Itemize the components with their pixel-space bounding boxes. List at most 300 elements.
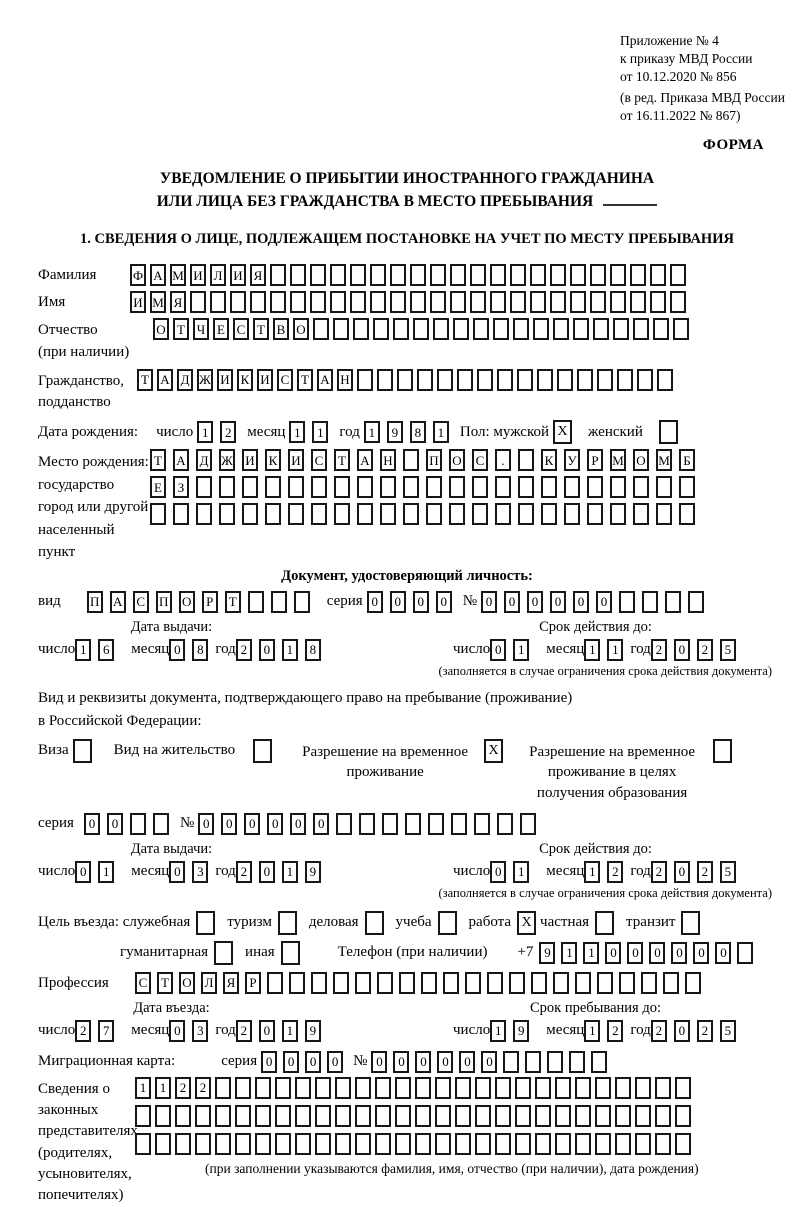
char-cell[interactable] — [570, 264, 586, 286]
char-cell[interactable] — [550, 264, 566, 286]
char-cell[interactable] — [650, 291, 666, 313]
char-cell[interactable] — [553, 972, 569, 994]
char-cell[interactable]: 0 — [627, 942, 643, 964]
char-cell[interactable]: М — [656, 449, 672, 471]
char-cell[interactable] — [242, 476, 258, 498]
char-cell[interactable]: 0 — [367, 591, 383, 613]
char-cell[interactable] — [510, 264, 526, 286]
char-cell[interactable]: 0 — [674, 1020, 690, 1042]
char-cell[interactable] — [575, 972, 591, 994]
char-cell[interactable] — [564, 476, 580, 498]
char-cell[interactable] — [248, 591, 264, 613]
char-cell[interactable]: Р — [587, 449, 603, 471]
char-cell[interactable] — [673, 318, 689, 340]
char-cell[interactable]: 2 — [697, 639, 713, 661]
char-cell[interactable]: 2 — [175, 1077, 191, 1099]
char-cell[interactable] — [210, 291, 226, 313]
char-cell[interactable] — [490, 264, 506, 286]
char-cell[interactable] — [531, 972, 547, 994]
char-cell[interactable] — [635, 1133, 651, 1155]
char-cell[interactable]: Н — [380, 449, 396, 471]
char-cell[interactable]: Т — [334, 449, 350, 471]
char-cell[interactable]: Я — [250, 264, 266, 286]
char-cell[interactable] — [310, 291, 326, 313]
char-cell[interactable] — [219, 503, 235, 525]
char-cell[interactable]: 0 — [490, 861, 506, 883]
char-cell[interactable]: К — [237, 369, 253, 391]
char-cell[interactable] — [675, 1105, 691, 1127]
char-cell[interactable]: 0 — [390, 591, 406, 613]
char-cell[interactable]: 1 — [98, 861, 114, 883]
char-cell[interactable] — [570, 291, 586, 313]
char-cell[interactable]: Л — [210, 264, 226, 286]
char-cell[interactable] — [435, 1133, 451, 1155]
char-cell[interactable] — [619, 972, 635, 994]
char-cell[interactable] — [390, 291, 406, 313]
char-cell[interactable]: О — [633, 449, 649, 471]
char-cell[interactable] — [295, 1133, 311, 1155]
char-cell[interactable] — [410, 264, 426, 286]
char-cell[interactable]: 2 — [236, 861, 252, 883]
char-cell[interactable]: И — [242, 449, 258, 471]
char-cell[interactable] — [587, 476, 603, 498]
char-cell[interactable] — [380, 476, 396, 498]
char-cell[interactable] — [557, 369, 573, 391]
char-cell[interactable] — [465, 972, 481, 994]
char-cell[interactable] — [235, 1105, 251, 1127]
char-cell[interactable]: 1 — [289, 421, 305, 443]
char-cell[interactable] — [675, 1077, 691, 1099]
char-cell[interactable] — [355, 1105, 371, 1127]
char-cell[interactable] — [665, 591, 681, 613]
char-cell[interactable] — [449, 503, 465, 525]
char-cell[interactable] — [675, 1133, 691, 1155]
char-cell[interactable]: Е — [150, 476, 166, 498]
char-cell[interactable]: 0 — [169, 639, 185, 661]
char-cell[interactable] — [350, 291, 366, 313]
char-cell[interactable] — [455, 1105, 471, 1127]
char-cell[interactable] — [670, 291, 686, 313]
char-cell[interactable] — [403, 503, 419, 525]
char-cell[interactable] — [359, 813, 375, 835]
char-cell[interactable] — [417, 369, 433, 391]
checkbox-humanitarian[interactable] — [214, 941, 233, 965]
char-cell[interactable]: 2 — [607, 1020, 623, 1042]
char-cell[interactable] — [641, 972, 657, 994]
char-cell[interactable] — [334, 503, 350, 525]
char-cell[interactable] — [267, 972, 283, 994]
char-cell[interactable]: 1 — [197, 421, 213, 443]
char-cell[interactable] — [215, 1077, 231, 1099]
char-cell[interactable]: О — [449, 449, 465, 471]
char-cell[interactable] — [553, 318, 569, 340]
char-cell[interactable] — [509, 972, 525, 994]
char-cell[interactable] — [495, 1105, 511, 1127]
char-cell[interactable] — [487, 972, 503, 994]
char-cell[interactable] — [219, 476, 235, 498]
char-cell[interactable]: 8 — [410, 421, 426, 443]
char-cell[interactable] — [426, 503, 442, 525]
char-cell[interactable]: И — [217, 369, 233, 391]
char-cell[interactable] — [395, 1133, 411, 1155]
char-cell[interactable] — [455, 1077, 471, 1099]
char-cell[interactable] — [335, 1105, 351, 1127]
char-cell[interactable] — [453, 318, 469, 340]
char-cell[interactable]: Ж — [219, 449, 235, 471]
char-cell[interactable]: 0 — [244, 813, 260, 835]
char-cell[interactable] — [313, 318, 329, 340]
char-cell[interactable] — [395, 1077, 411, 1099]
char-cell[interactable]: М — [150, 291, 166, 313]
char-cell[interactable] — [426, 476, 442, 498]
char-cell[interactable] — [288, 503, 304, 525]
char-cell[interactable] — [353, 318, 369, 340]
checkbox-study[interactable] — [438, 911, 457, 935]
char-cell[interactable] — [290, 264, 306, 286]
char-cell[interactable] — [336, 813, 352, 835]
char-cell[interactable] — [405, 813, 421, 835]
char-cell[interactable]: 1 — [561, 942, 577, 964]
char-cell[interactable]: 0 — [490, 639, 506, 661]
char-cell[interactable] — [175, 1133, 191, 1155]
char-cell[interactable]: 1 — [607, 639, 623, 661]
char-cell[interactable] — [315, 1105, 331, 1127]
char-cell[interactable]: 2 — [220, 421, 236, 443]
checkbox-residence-permit[interactable] — [253, 739, 272, 763]
char-cell[interactable] — [517, 369, 533, 391]
char-cell[interactable]: 0 — [305, 1051, 321, 1073]
char-cell[interactable] — [575, 1077, 591, 1099]
char-cell[interactable]: 1 — [433, 421, 449, 443]
char-cell[interactable]: О — [179, 591, 195, 613]
char-cell[interactable] — [655, 1133, 671, 1155]
char-cell[interactable] — [573, 318, 589, 340]
char-cell[interactable] — [597, 972, 613, 994]
char-cell[interactable] — [196, 476, 212, 498]
char-cell[interactable]: А — [110, 591, 126, 613]
char-cell[interactable]: 2 — [607, 861, 623, 883]
char-cell[interactable] — [530, 291, 546, 313]
char-cell[interactable]: 0 — [481, 591, 497, 613]
char-cell[interactable] — [610, 476, 626, 498]
char-cell[interactable] — [250, 291, 266, 313]
char-cell[interactable]: 2 — [236, 1020, 252, 1042]
char-cell[interactable] — [590, 291, 606, 313]
char-cell[interactable] — [130, 813, 146, 835]
char-cell[interactable]: 2 — [697, 1020, 713, 1042]
char-cell[interactable] — [610, 264, 626, 286]
char-cell[interactable]: 9 — [305, 1020, 321, 1042]
char-cell[interactable] — [295, 1077, 311, 1099]
char-cell[interactable] — [265, 476, 281, 498]
char-cell[interactable]: 0 — [459, 1051, 475, 1073]
char-cell[interactable] — [230, 291, 246, 313]
char-cell[interactable] — [615, 1133, 631, 1155]
char-cell[interactable] — [597, 369, 613, 391]
char-cell[interactable] — [290, 291, 306, 313]
char-cell[interactable]: 2 — [651, 639, 667, 661]
char-cell[interactable]: 1 — [513, 861, 529, 883]
char-cell[interactable] — [311, 503, 327, 525]
char-cell[interactable]: Д — [177, 369, 193, 391]
char-cell[interactable] — [493, 318, 509, 340]
char-cell[interactable]: С — [472, 449, 488, 471]
char-cell[interactable]: 0 — [573, 591, 589, 613]
char-cell[interactable] — [355, 1133, 371, 1155]
char-cell[interactable]: 1 — [282, 1020, 298, 1042]
char-cell[interactable]: 0 — [436, 591, 452, 613]
char-cell[interactable] — [490, 291, 506, 313]
char-cell[interactable]: Т — [157, 972, 173, 994]
char-cell[interactable]: Т — [173, 318, 189, 340]
char-cell[interactable]: Б — [679, 449, 695, 471]
char-cell[interactable] — [315, 1077, 331, 1099]
char-cell[interactable]: И — [130, 291, 146, 313]
char-cell[interactable]: А — [357, 449, 373, 471]
char-cell[interactable]: 1 — [364, 421, 380, 443]
char-cell[interactable] — [215, 1133, 231, 1155]
char-cell[interactable] — [357, 369, 373, 391]
char-cell[interactable] — [195, 1133, 211, 1155]
char-cell[interactable] — [655, 1077, 671, 1099]
char-cell[interactable]: К — [541, 449, 557, 471]
char-cell[interactable]: Р — [245, 972, 261, 994]
char-cell[interactable] — [577, 369, 593, 391]
char-cell[interactable]: С — [311, 449, 327, 471]
char-cell[interactable]: 0 — [693, 942, 709, 964]
char-cell[interactable] — [615, 1105, 631, 1127]
checkbox-temp-permit-edu[interactable] — [713, 739, 732, 763]
char-cell[interactable] — [555, 1077, 571, 1099]
char-cell[interactable]: Ж — [197, 369, 213, 391]
char-cell[interactable] — [590, 264, 606, 286]
char-cell[interactable] — [591, 1051, 607, 1073]
char-cell[interactable]: 1 — [75, 639, 91, 661]
char-cell[interactable] — [335, 1133, 351, 1155]
char-cell[interactable] — [135, 1105, 151, 1127]
char-cell[interactable] — [415, 1105, 431, 1127]
char-cell[interactable]: 0 — [527, 591, 543, 613]
char-cell[interactable]: 1 — [584, 639, 600, 661]
char-cell[interactable] — [503, 1051, 519, 1073]
char-cell[interactable] — [518, 503, 534, 525]
char-cell[interactable]: С — [233, 318, 249, 340]
char-cell[interactable] — [547, 1051, 563, 1073]
char-cell[interactable] — [415, 1077, 431, 1099]
char-cell[interactable]: Т — [297, 369, 313, 391]
checkbox-tourism[interactable] — [278, 911, 297, 935]
char-cell[interactable] — [334, 476, 350, 498]
char-cell[interactable]: 0 — [283, 1051, 299, 1073]
char-cell[interactable]: Р — [202, 591, 218, 613]
char-cell[interactable] — [430, 291, 446, 313]
char-cell[interactable]: 0 — [393, 1051, 409, 1073]
char-cell[interactable]: 1 — [584, 861, 600, 883]
char-cell[interactable]: . — [495, 449, 511, 471]
char-cell[interactable] — [330, 291, 346, 313]
char-cell[interactable]: 9 — [305, 861, 321, 883]
char-cell[interactable]: 0 — [674, 861, 690, 883]
char-cell[interactable] — [530, 264, 546, 286]
char-cell[interactable]: 3 — [192, 1020, 208, 1042]
char-cell[interactable]: А — [157, 369, 173, 391]
char-cell[interactable] — [510, 291, 526, 313]
char-cell[interactable] — [535, 1133, 551, 1155]
char-cell[interactable] — [495, 1077, 511, 1099]
char-cell[interactable] — [475, 1133, 491, 1155]
char-cell[interactable] — [655, 1105, 671, 1127]
char-cell[interactable] — [650, 264, 666, 286]
char-cell[interactable] — [330, 264, 346, 286]
char-cell[interactable] — [520, 813, 536, 835]
char-cell[interactable] — [155, 1133, 171, 1155]
char-cell[interactable] — [475, 1077, 491, 1099]
char-cell[interactable]: У — [564, 449, 580, 471]
char-cell[interactable]: Т — [150, 449, 166, 471]
char-cell[interactable] — [190, 291, 206, 313]
char-cell[interactable] — [737, 942, 753, 964]
char-cell[interactable]: 0 — [313, 813, 329, 835]
char-cell[interactable] — [685, 972, 701, 994]
char-cell[interactable]: П — [426, 449, 442, 471]
char-cell[interactable] — [403, 476, 419, 498]
char-cell[interactable] — [315, 1133, 331, 1155]
char-cell[interactable] — [413, 318, 429, 340]
char-cell[interactable] — [470, 291, 486, 313]
char-cell[interactable]: И — [257, 369, 273, 391]
char-cell[interactable] — [457, 369, 473, 391]
char-cell[interactable] — [575, 1133, 591, 1155]
char-cell[interactable] — [421, 972, 437, 994]
char-cell[interactable] — [370, 264, 386, 286]
char-cell[interactable] — [393, 318, 409, 340]
char-cell[interactable]: 0 — [259, 1020, 275, 1042]
char-cell[interactable] — [515, 1105, 531, 1127]
char-cell[interactable] — [289, 972, 305, 994]
char-cell[interactable]: 0 — [267, 813, 283, 835]
char-cell[interactable] — [533, 318, 549, 340]
char-cell[interactable] — [173, 503, 189, 525]
char-cell[interactable] — [613, 318, 629, 340]
char-cell[interactable] — [311, 476, 327, 498]
char-cell[interactable]: 1 — [282, 861, 298, 883]
char-cell[interactable] — [663, 972, 679, 994]
char-cell[interactable]: С — [277, 369, 293, 391]
char-cell[interactable] — [475, 1105, 491, 1127]
char-cell[interactable] — [595, 1105, 611, 1127]
char-cell[interactable] — [270, 291, 286, 313]
char-cell[interactable]: И — [190, 264, 206, 286]
char-cell[interactable]: 0 — [221, 813, 237, 835]
char-cell[interactable]: З — [173, 476, 189, 498]
char-cell[interactable] — [288, 476, 304, 498]
char-cell[interactable] — [495, 476, 511, 498]
char-cell[interactable] — [617, 369, 633, 391]
char-cell[interactable]: 2 — [236, 639, 252, 661]
char-cell[interactable]: 0 — [169, 1020, 185, 1042]
char-cell[interactable]: 5 — [720, 1020, 736, 1042]
char-cell[interactable]: 0 — [671, 942, 687, 964]
char-cell[interactable] — [443, 972, 459, 994]
char-cell[interactable]: 9 — [513, 1020, 529, 1042]
checkbox-visa[interactable] — [73, 739, 92, 763]
char-cell[interactable]: 0 — [75, 861, 91, 883]
char-cell[interactable] — [679, 476, 695, 498]
char-cell[interactable]: Ф — [130, 264, 146, 286]
char-cell[interactable] — [518, 476, 534, 498]
char-cell[interactable] — [497, 369, 513, 391]
char-cell[interactable] — [333, 972, 349, 994]
char-cell[interactable] — [635, 1077, 651, 1099]
checkbox-business[interactable] — [365, 911, 384, 935]
char-cell[interactable] — [679, 503, 695, 525]
char-cell[interactable] — [595, 1133, 611, 1155]
char-cell[interactable]: В — [273, 318, 289, 340]
char-cell[interactable] — [449, 476, 465, 498]
char-cell[interactable] — [619, 591, 635, 613]
char-cell[interactable]: 0 — [481, 1051, 497, 1073]
char-cell[interactable] — [656, 503, 672, 525]
char-cell[interactable] — [382, 813, 398, 835]
char-cell[interactable]: 0 — [596, 591, 612, 613]
checkbox-official[interactable] — [196, 911, 215, 935]
char-cell[interactable] — [235, 1133, 251, 1155]
char-cell[interactable] — [633, 503, 649, 525]
checkbox-female[interactable] — [659, 420, 678, 444]
char-cell[interactable]: 0 — [371, 1051, 387, 1073]
char-cell[interactable] — [265, 503, 281, 525]
char-cell[interactable]: Л — [201, 972, 217, 994]
char-cell[interactable] — [569, 1051, 585, 1073]
char-cell[interactable] — [455, 1133, 471, 1155]
char-cell[interactable]: Ч — [193, 318, 209, 340]
char-cell[interactable]: 1 — [282, 639, 298, 661]
char-cell[interactable]: Т — [137, 369, 153, 391]
char-cell[interactable] — [642, 591, 658, 613]
char-cell[interactable] — [375, 1105, 391, 1127]
checkbox-male[interactable]: X — [553, 420, 572, 444]
char-cell[interactable]: 5 — [720, 861, 736, 883]
char-cell[interactable]: 0 — [437, 1051, 453, 1073]
char-cell[interactable]: 0 — [84, 813, 100, 835]
char-cell[interactable]: 0 — [327, 1051, 343, 1073]
char-cell[interactable] — [450, 264, 466, 286]
char-cell[interactable] — [435, 1077, 451, 1099]
char-cell[interactable] — [355, 1077, 371, 1099]
char-cell[interactable] — [575, 1105, 591, 1127]
char-cell[interactable] — [515, 1133, 531, 1155]
char-cell[interactable]: 0 — [504, 591, 520, 613]
char-cell[interactable]: О — [153, 318, 169, 340]
char-cell[interactable]: 2 — [697, 861, 713, 883]
char-cell[interactable]: 2 — [75, 1020, 91, 1042]
char-cell[interactable]: 1 — [513, 639, 529, 661]
char-cell[interactable] — [403, 449, 419, 471]
char-cell[interactable]: 0 — [261, 1051, 277, 1073]
char-cell[interactable] — [518, 449, 534, 471]
char-cell[interactable] — [656, 476, 672, 498]
char-cell[interactable] — [451, 813, 467, 835]
checkbox-work[interactable]: X — [517, 911, 536, 935]
char-cell[interactable]: 3 — [192, 861, 208, 883]
checkbox-private[interactable] — [595, 911, 614, 935]
char-cell[interactable]: 0 — [550, 591, 566, 613]
char-cell[interactable] — [333, 318, 349, 340]
char-cell[interactable] — [375, 1077, 391, 1099]
char-cell[interactable] — [310, 264, 326, 286]
char-cell[interactable] — [270, 264, 286, 286]
char-cell[interactable] — [515, 1077, 531, 1099]
